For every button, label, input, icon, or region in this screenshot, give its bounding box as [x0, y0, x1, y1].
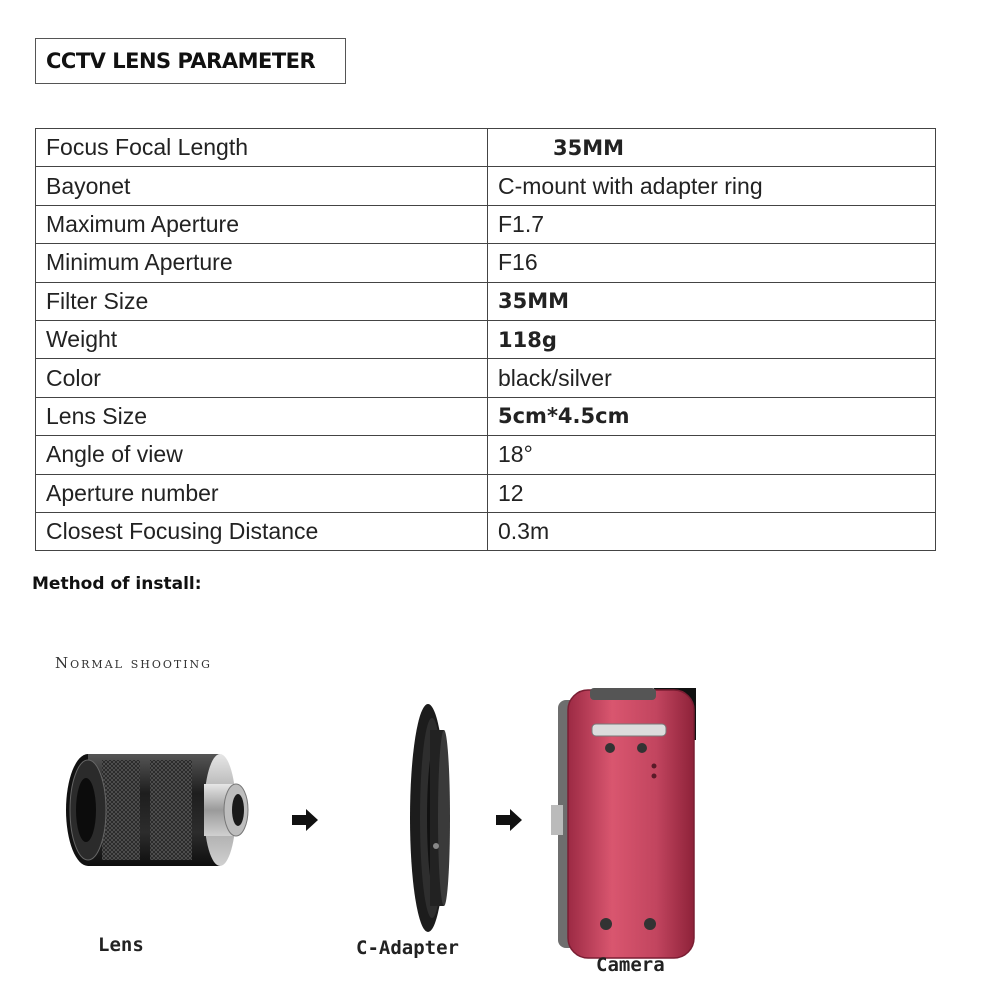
param-label: Aperture number [36, 474, 488, 512]
param-label: Focus Focal Length [36, 129, 488, 167]
camera-caption: Camera [596, 954, 665, 976]
param-value: C-mount with adapter ring [488, 167, 936, 205]
param-value: 5cm*4.5cm [488, 397, 936, 435]
param-value: F1.7 [488, 205, 936, 243]
mode-label: Normal shooting [55, 654, 212, 672]
param-label: Closest Focusing Distance [36, 512, 488, 550]
param-label: Lens Size [36, 397, 488, 435]
param-label: Filter Size [36, 282, 488, 320]
page-title: CCTV LENS PARAMETER [46, 49, 316, 73]
param-label: Maximum Aperture [36, 205, 488, 243]
camera-image [551, 688, 696, 958]
param-label: Bayonet [36, 167, 488, 205]
param-value: black/silver [488, 359, 936, 397]
param-label: Angle of view [36, 436, 488, 474]
param-value: 12 [488, 474, 936, 512]
param-value: 35MM [488, 129, 936, 167]
param-value: 0.3m [488, 512, 936, 550]
param-value: 35MM [488, 282, 936, 320]
adapter-caption: C-Adapter [356, 937, 459, 959]
lens-caption: Lens [98, 934, 144, 956]
param-label: Color [36, 359, 488, 397]
param-label: Weight [36, 320, 488, 358]
param-value: F16 [488, 244, 936, 282]
lens-image [66, 754, 248, 866]
c-adapter-image [410, 704, 450, 932]
param-value: 118g [488, 320, 936, 358]
arrow-right-icon [292, 809, 318, 831]
install-method-heading: Method of install: [32, 574, 202, 594]
arrow-right-icon [496, 809, 522, 831]
param-value: 18° [488, 436, 936, 474]
param-label: Minimum Aperture [36, 244, 488, 282]
